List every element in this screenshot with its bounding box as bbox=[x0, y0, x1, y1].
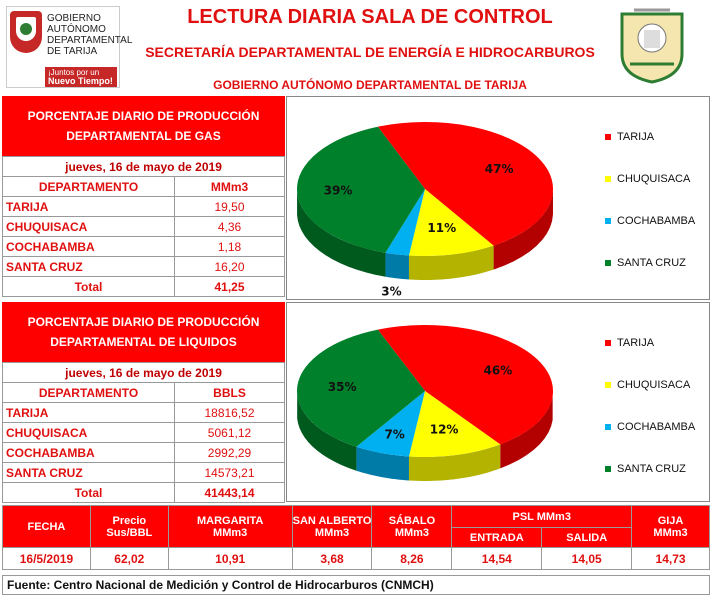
pie-label-santa-cruz: 39% bbox=[323, 183, 353, 198]
col-entrada: ENTRADA bbox=[452, 528, 542, 548]
tarija-emblem-icon bbox=[618, 4, 686, 84]
legend-item-santa-cruz bbox=[605, 463, 686, 475]
gas-panel-title: PORCENTAJE DIARIO DE PRODUCCIÓN DEPARTAMENTAL DE GAS bbox=[2, 96, 285, 156]
legend-swatch bbox=[605, 466, 611, 472]
legend-label: SANTA CRUZ bbox=[617, 463, 686, 475]
table-row: COCHABAMBA 1,18 bbox=[3, 237, 285, 257]
liquids-total-row: Total 41443,14 bbox=[3, 483, 285, 503]
table-row: TARIJA 19,50 bbox=[3, 197, 285, 217]
legend-item-santa-cruz bbox=[605, 257, 686, 269]
source-footer: Fuente: Centro Nacional de Medición y Control de Hidrocarburos (CNMCH) bbox=[2, 575, 710, 595]
col-precio: Precio Sus/BBL bbox=[90, 506, 168, 548]
pie-label-cochabamba: 7% bbox=[384, 427, 405, 442]
legend-swatch bbox=[605, 260, 611, 266]
legend-label: CHUQUISACA bbox=[617, 173, 691, 185]
gas-col-dept: DEPARTAMENTO bbox=[3, 177, 175, 197]
gas-chart-panel bbox=[286, 96, 710, 300]
table-row: CHUQUISACA 5061,12 bbox=[3, 423, 285, 443]
org-name: GOBIERNO AUTÓNOMO DEPARTAMENTAL DE TARIJA bbox=[213, 78, 527, 92]
liquids-col-dept: DEPARTAMENTO bbox=[3, 383, 175, 403]
col-gija: GIJA MMm3 bbox=[632, 506, 710, 548]
gas-date: jueves, 16 de mayo de 2019 bbox=[3, 157, 285, 177]
liquids-date: jueves, 16 de mayo de 2019 bbox=[3, 363, 285, 383]
legend-swatch bbox=[605, 382, 611, 388]
table-row: 16/5/2019 62,02 10,91 3,68 8,26 14,54 14,05 14,73 bbox=[3, 548, 710, 570]
col-san-alberto: SAN ALBERTO MMm3 bbox=[292, 506, 372, 548]
table-row: CHUQUISACA 4,36 bbox=[3, 217, 285, 237]
legend-item-chuquisaca bbox=[605, 173, 690, 185]
table-row: SANTA CRUZ 14573,21 bbox=[3, 463, 285, 483]
summary-table bbox=[2, 505, 710, 570]
legend-label: TARIJA bbox=[617, 131, 655, 143]
table-row: TARIJA 18816,52 bbox=[3, 403, 285, 423]
col-sabalo: SÁBALO MMm3 bbox=[372, 506, 452, 548]
liquids-col-unit: BBLS bbox=[175, 383, 285, 403]
gas-total-row: Total 41,25 bbox=[3, 277, 285, 297]
legend-swatch bbox=[605, 134, 611, 140]
legend-label: TARIJA bbox=[617, 337, 655, 349]
logo-slogan: ¡Juntos por un Nuevo Tiempo! bbox=[45, 67, 117, 87]
logo-text: GOBIERNO AUTÓNOMO DEPARTAMENTAL DE TARIJA bbox=[47, 13, 133, 57]
gas-pie-chart bbox=[287, 97, 557, 301]
legend-swatch bbox=[605, 340, 611, 346]
legend-label: CHUQUISACA bbox=[617, 379, 691, 391]
legend-label: SANTA CRUZ bbox=[617, 257, 686, 269]
col-fecha: FECHA bbox=[3, 506, 91, 548]
col-psl: PSL MMm3 bbox=[452, 506, 632, 528]
liquids-table bbox=[2, 362, 285, 503]
pie-label-chuquisaca: 11% bbox=[427, 221, 457, 236]
col-salida: SALIDA bbox=[542, 528, 632, 548]
legend-label: COCHABAMBA bbox=[617, 421, 696, 433]
pie-label-tarija: 47% bbox=[484, 162, 514, 177]
gas-col-unit: MMm3 bbox=[175, 177, 285, 197]
pie-label-cochabamba: 3% bbox=[381, 284, 402, 299]
table-row: COCHABAMBA 2992,29 bbox=[3, 443, 285, 463]
liquids-pie-chart bbox=[287, 303, 557, 503]
liquids-chart-panel bbox=[286, 302, 710, 502]
legend-swatch bbox=[605, 218, 611, 224]
gas-table bbox=[2, 156, 285, 297]
col-margarita: MARGARITA MMm3 bbox=[168, 506, 292, 548]
gobierno-logo bbox=[6, 6, 133, 88]
liquids-panel-title: PORCENTAJE DIARIO DE PRODUCCIÓN DEPARTAMENTAL DE LIQUIDOS bbox=[2, 302, 285, 362]
legend-swatch bbox=[605, 176, 611, 182]
legend-item-cochabamba bbox=[605, 215, 695, 227]
legend-item-cochabamba bbox=[605, 421, 695, 433]
table-row: SANTA CRUZ 16,20 bbox=[3, 257, 285, 277]
page-title: LECTURA DIARIA SALA DE CONTROL bbox=[187, 6, 553, 28]
legend-item-chuquisaca bbox=[605, 379, 690, 391]
pie-label-santa-cruz: 35% bbox=[327, 379, 357, 394]
pie-label-chuquisaca: 12% bbox=[429, 422, 459, 437]
legend-item-tarija bbox=[605, 337, 654, 349]
legend-swatch bbox=[605, 424, 611, 430]
page-subtitle: SECRETARÍA DEPARTAMENTAL DE ENERGÍA E HIDROCARBUROS bbox=[145, 44, 595, 60]
pie-label-tarija: 46% bbox=[483, 363, 513, 378]
legend-label: COCHABAMBA bbox=[617, 215, 696, 227]
legend-item-tarija bbox=[605, 131, 654, 143]
pie-side-cochabamba bbox=[385, 253, 409, 280]
